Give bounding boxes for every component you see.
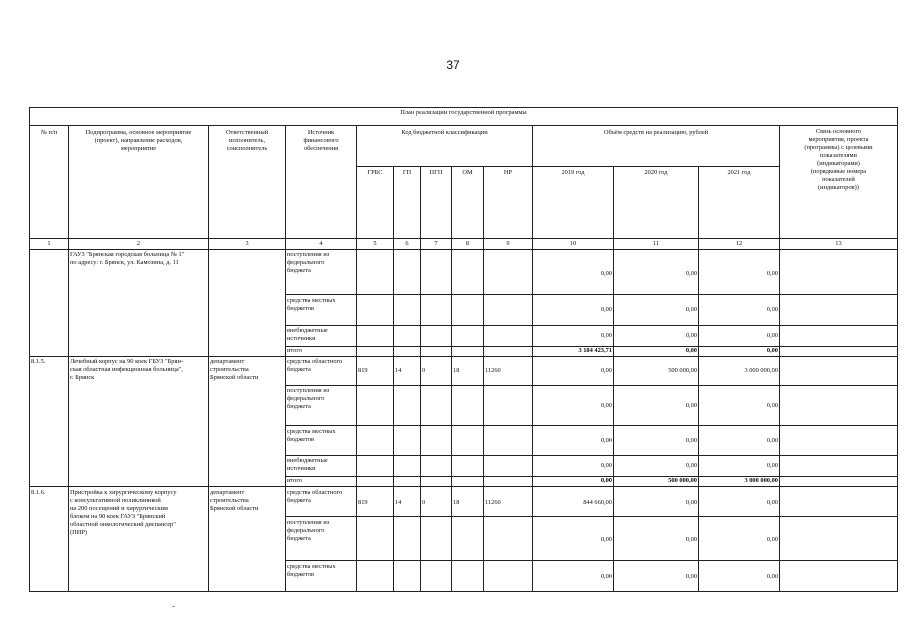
value-2019: 0,00: [600, 367, 612, 374]
source-cell: поступления из федерального бюджета: [287, 519, 330, 542]
value-2021: 0,00: [766, 499, 778, 506]
source-cell: средства местных бюджетов: [287, 297, 336, 312]
column-number: 13: [835, 240, 842, 247]
header-2020: 2020 год: [644, 169, 668, 176]
col-rule: [532, 125, 533, 592]
column-number: 3: [245, 240, 249, 247]
column-number: 8: [465, 240, 470, 247]
column-number: 5: [373, 240, 377, 247]
header-2021: 2021 год: [727, 169, 751, 176]
header-grbs: ГРБС: [367, 169, 383, 176]
group-rule: [29, 356, 898, 357]
value-2020: 0,00: [685, 499, 697, 506]
code-nr: 11260: [485, 367, 501, 374]
column-numbers-rule: [29, 249, 898, 250]
code-grbs: 819: [358, 367, 368, 374]
value-2020: 500 000,00: [668, 367, 697, 374]
measure-name: Пристройка к хирургическому корпусу с консультативной поликлиникой на 200 посещений и хирургическим блоком на 90 коек ГАУЗ "Брянский областной онкологический диспансер" (ПИР): [70, 489, 177, 536]
responsible-executor: департамент строительства Брянской области: [210, 489, 259, 512]
value-2020: 0,00: [685, 402, 697, 409]
value-2021: 0,00: [766, 306, 778, 313]
header-volume: Объём средств на реализацию, рублей: [603, 129, 709, 136]
column-number: 9: [506, 240, 510, 247]
total-2021: 0,00: [766, 347, 778, 354]
row-rule: [285, 294, 898, 295]
total-2020: 500 000,00: [668, 477, 697, 484]
header-budget-code: Код бюджетной классификации: [401, 129, 488, 136]
code-om: 18: [453, 499, 460, 506]
value-2021: 0,00: [766, 536, 778, 543]
col-rule: [451, 166, 452, 592]
value-2019: 844 660,00: [583, 499, 612, 506]
col-rule: [285, 125, 286, 592]
source-cell: средства областного бюджета: [287, 358, 343, 373]
value-2021: 0,00: [766, 573, 778, 580]
column-number: 10: [569, 240, 577, 247]
value-2020: 0,00: [685, 462, 697, 469]
code-nr: 11260: [485, 499, 501, 506]
row-rule: [285, 560, 898, 561]
row-rule: [285, 385, 898, 386]
source-cell: средства местных бюджетов: [287, 563, 336, 578]
col-rule: [420, 166, 421, 592]
col-rule: [393, 166, 394, 592]
value-2019: 0,00: [600, 536, 612, 543]
col-rule: [698, 166, 699, 592]
value-2019: 0,00: [600, 270, 612, 277]
source-cell: внебюджетные источники: [287, 327, 328, 342]
col-rule: [356, 125, 357, 592]
header-num: № п/п: [40, 129, 58, 136]
column-number: 6: [405, 240, 409, 247]
value-2019: 0,00: [600, 306, 612, 313]
value-2021: 3 000 000,00: [744, 367, 778, 374]
source-cell: средства местных бюджетов: [287, 428, 336, 443]
value-2021: 0,00: [766, 402, 778, 409]
col-rule: [208, 125, 209, 592]
column-number: 4: [319, 240, 323, 247]
source-cell: средства областного бюджета: [287, 489, 343, 504]
header-responsible: Ответственный исполнитель, соисполнитель: [225, 129, 269, 152]
total-2019: 3 184 423,71: [578, 347, 612, 354]
scan-speck: [172, 606, 175, 607]
code-grbs: 819: [358, 499, 368, 506]
value-2019: 0,00: [600, 332, 612, 339]
value-2019: 0,00: [600, 573, 612, 580]
code-om: 18: [453, 367, 460, 374]
col-rule: [483, 166, 484, 592]
measure-number: 8.1.5.: [31, 358, 46, 365]
row-rule: [285, 325, 898, 326]
source-cell-total: итого: [287, 347, 302, 354]
source-cell: внебюджетные источники: [287, 457, 328, 472]
code-pgp: 0: [422, 499, 426, 506]
value-2020: 0,00: [685, 306, 697, 313]
value-2020: 0,00: [685, 270, 697, 277]
value-2019: 0,00: [600, 437, 612, 444]
column-number: 7: [434, 240, 438, 247]
value-2020: 0,00: [685, 332, 697, 339]
table-title: План реализации государственной программы: [400, 109, 527, 116]
total-2019: 0,00: [600, 477, 612, 484]
header-pgp: ПГП: [429, 169, 443, 176]
code-gp: 14: [395, 499, 402, 506]
header-program: Подпрограмма, основное мероприятие (проект), направление расходов, мероприятие: [85, 129, 192, 152]
measure-name: ГАУЗ "Брянская городская больница № 1" по адресу: г. Брянск, ул. Камозина, д. 11: [70, 251, 185, 266]
header-gp: ГП: [402, 169, 412, 176]
value-2021: 0,00: [766, 332, 778, 339]
source-cell: поступления из федерального бюджета: [287, 387, 330, 410]
value-2019: 0,00: [600, 402, 612, 409]
value-2019: 0,00: [600, 462, 612, 469]
row-rule: [285, 455, 898, 456]
column-number: 1: [47, 240, 51, 247]
table-border-right: [897, 107, 898, 592]
source-cell-total: итого: [287, 477, 302, 484]
column-number: 12: [735, 240, 743, 247]
header-om: ОМ: [462, 169, 473, 176]
value-2021: 0,00: [766, 462, 778, 469]
source-cell: поступления из федерального бюджета: [287, 251, 330, 274]
row-rule: [285, 516, 898, 517]
header-link: Связь основного мероприятия, проекта (программы) с целевыми показателями (индикаторами) (порядковые номера показателей (индикаторов)): [804, 128, 873, 191]
total-2021: 3 000 000,00: [744, 477, 778, 484]
row-rule: [285, 425, 898, 426]
code-gp: 14: [395, 367, 402, 374]
header-bottom-rule: [29, 238, 898, 239]
page-number: 37: [446, 58, 460, 72]
measure-name: Лечебный корпус на 90 коек ГБУЗ "Брян- ская областная инфекционная больница", г. Брянск: [70, 358, 183, 381]
measure-number: 8.1.6.: [31, 489, 46, 496]
table-border-top: [29, 107, 898, 108]
header-2019: 2019 год: [561, 169, 585, 176]
code-pgp: 0: [422, 367, 426, 374]
column-number: 11: [652, 240, 660, 247]
header-source: Источник финансового обеспечения: [303, 129, 339, 152]
value-2021: 0,00: [766, 270, 778, 277]
value-2020: 0,00: [685, 536, 697, 543]
column-number: 2: [136, 240, 141, 247]
value-2021: 0,00: [766, 437, 778, 444]
header-nr: НР: [503, 169, 513, 176]
group-rule: [29, 486, 898, 487]
table-border-left: [29, 107, 30, 592]
value-2020: 0,00: [685, 437, 697, 444]
col-rule: [613, 166, 614, 592]
value-2020: 0,00: [685, 573, 697, 580]
responsible-executor: департамент строительства Брянской области: [210, 358, 259, 381]
col-rule: [68, 125, 69, 592]
table-border-bottom: [29, 591, 898, 592]
total-2020: 0,00: [685, 347, 697, 354]
title-rule: [29, 125, 898, 126]
col-rule: [779, 125, 780, 592]
